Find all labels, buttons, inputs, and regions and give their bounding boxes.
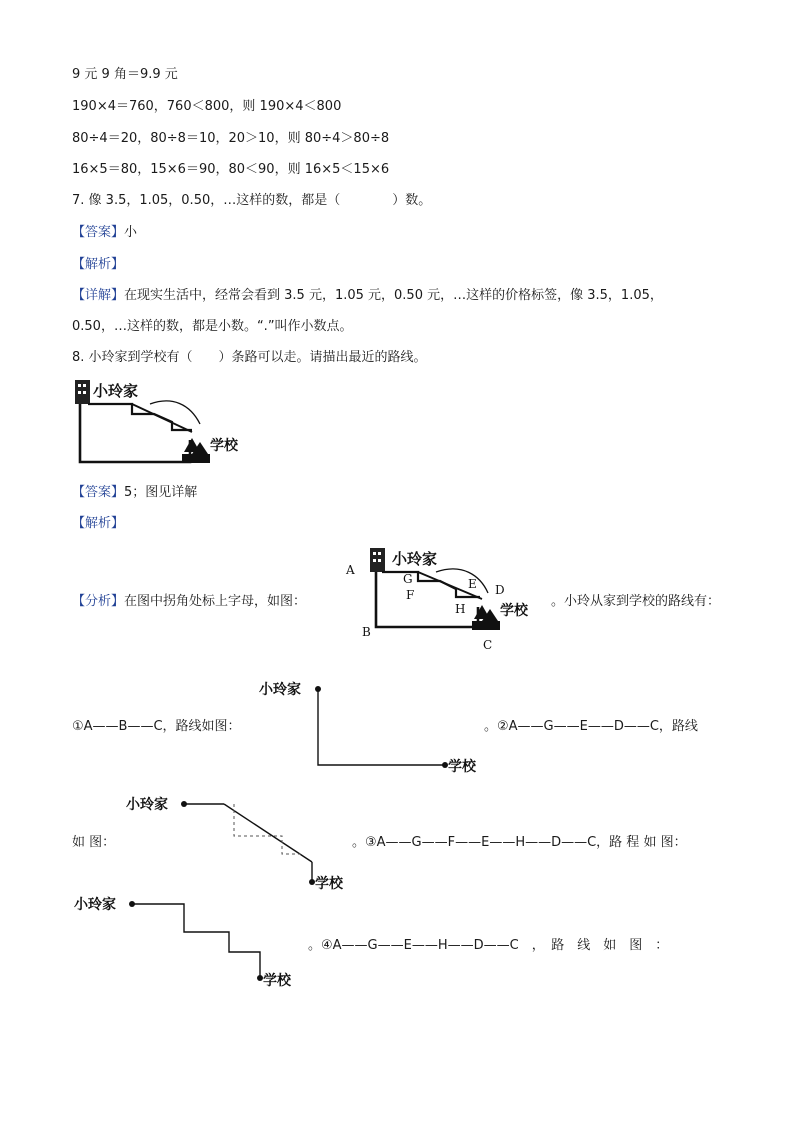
fenxi-tag: 【分析】 bbox=[72, 594, 125, 609]
route-3-text: 。③A——G——F——E——H——D——C，路 程 如 图： bbox=[352, 835, 687, 850]
q8-answer bbox=[72, 484, 197, 502]
school-icon bbox=[472, 605, 500, 630]
fenxi-line bbox=[72, 593, 306, 611]
question-map-figure bbox=[72, 374, 257, 470]
route-path bbox=[132, 904, 260, 978]
q7-answer bbox=[72, 224, 137, 242]
route-curve bbox=[436, 569, 488, 593]
answer-tag: 【答案】 bbox=[72, 225, 125, 240]
letter-f: F bbox=[406, 588, 415, 602]
answer-tag: 【答案】 bbox=[72, 485, 125, 500]
calc-line-4: 16×5＝80，15×6＝90，80＜90，则 16×5＜15×6 bbox=[72, 162, 390, 177]
dashed-steps bbox=[234, 804, 304, 854]
home-label: 小玲家 bbox=[93, 382, 139, 400]
route-path bbox=[318, 689, 445, 765]
q7-question: 7. 像 3.5，1.05，0.50，…这样的数，都是（ ）数。 bbox=[72, 193, 432, 208]
school-label: 学校 bbox=[315, 876, 343, 892]
route-1-text: ①A——B——C，路线如图： bbox=[72, 719, 241, 734]
answer-text: 5；图见详解 bbox=[124, 485, 198, 500]
route-1-figure bbox=[255, 675, 495, 785]
house-icon bbox=[370, 548, 385, 572]
labeled-map-figure bbox=[340, 543, 545, 655]
route-4-text: 。④A——G——E——H——D——C ， 路 线 如 图 ： bbox=[308, 938, 669, 953]
letter-h: H bbox=[455, 602, 466, 616]
home-label: 小玲家 bbox=[74, 897, 116, 913]
detail-tag: 【详解】 bbox=[72, 288, 125, 303]
school-label: 学校 bbox=[448, 759, 476, 775]
route-2-figure bbox=[124, 792, 364, 894]
route-steps bbox=[382, 572, 480, 597]
route-3-figure bbox=[72, 890, 312, 1000]
school-label: 学校 bbox=[500, 603, 528, 619]
route-2-tail: 如 图： bbox=[72, 835, 116, 850]
school-label: 学校 bbox=[263, 973, 291, 989]
letter-b: B bbox=[362, 625, 371, 639]
home-label: 小玲家 bbox=[126, 797, 168, 813]
letter-a: A bbox=[346, 563, 355, 577]
school-label: 学校 bbox=[210, 438, 238, 454]
letter-g: G bbox=[403, 572, 413, 586]
route-2-text: 。②A——G——E——D——C，路线 bbox=[484, 719, 698, 734]
route-path bbox=[224, 804, 312, 862]
route-curve bbox=[150, 401, 200, 424]
calc-line-3: 80÷4＝20，80÷8＝10，20＞10，则 80÷4＞80÷8 bbox=[72, 131, 390, 146]
letter-e: E bbox=[468, 577, 477, 591]
fenxi-text: 在图中拐角处标上字母，如图： bbox=[124, 594, 307, 609]
house-icon bbox=[75, 380, 90, 404]
q8-question: 8. 小玲家到学校有（ ）条路可以走。请描出最近的路线。 bbox=[72, 350, 427, 365]
home-label: 小玲家 bbox=[392, 550, 438, 568]
answer-text: 小 bbox=[124, 225, 138, 240]
q7-detail bbox=[72, 287, 663, 305]
route-diagonal bbox=[132, 404, 192, 432]
calc-line-1: 9 元 9 角＝9.9 元 bbox=[72, 67, 178, 82]
calc-line-2: 190×4＝760，760＜800，则 190×4＜800 bbox=[72, 99, 342, 114]
home-label: 小玲家 bbox=[259, 682, 301, 698]
route-outer bbox=[80, 404, 190, 462]
letter-d: D bbox=[495, 583, 505, 597]
detail-text-1: 在现实生活中，经常会看到 3.5 元，1.05 元，0.50 元，…这样的价格标签，像 3.5，1.05， bbox=[124, 288, 663, 303]
school-icon bbox=[182, 438, 210, 463]
q7-detail-2: 0.50，…这样的数，都是小数。“.”叫作小数点。 bbox=[72, 319, 353, 334]
q7-analysis-tag: 【解析】 bbox=[72, 257, 125, 272]
letter-c: C bbox=[483, 638, 493, 652]
q8-analysis-tag: 【解析】 bbox=[72, 516, 125, 531]
fenxi-after: 。小玲从家到学校的路线有： bbox=[551, 594, 721, 609]
